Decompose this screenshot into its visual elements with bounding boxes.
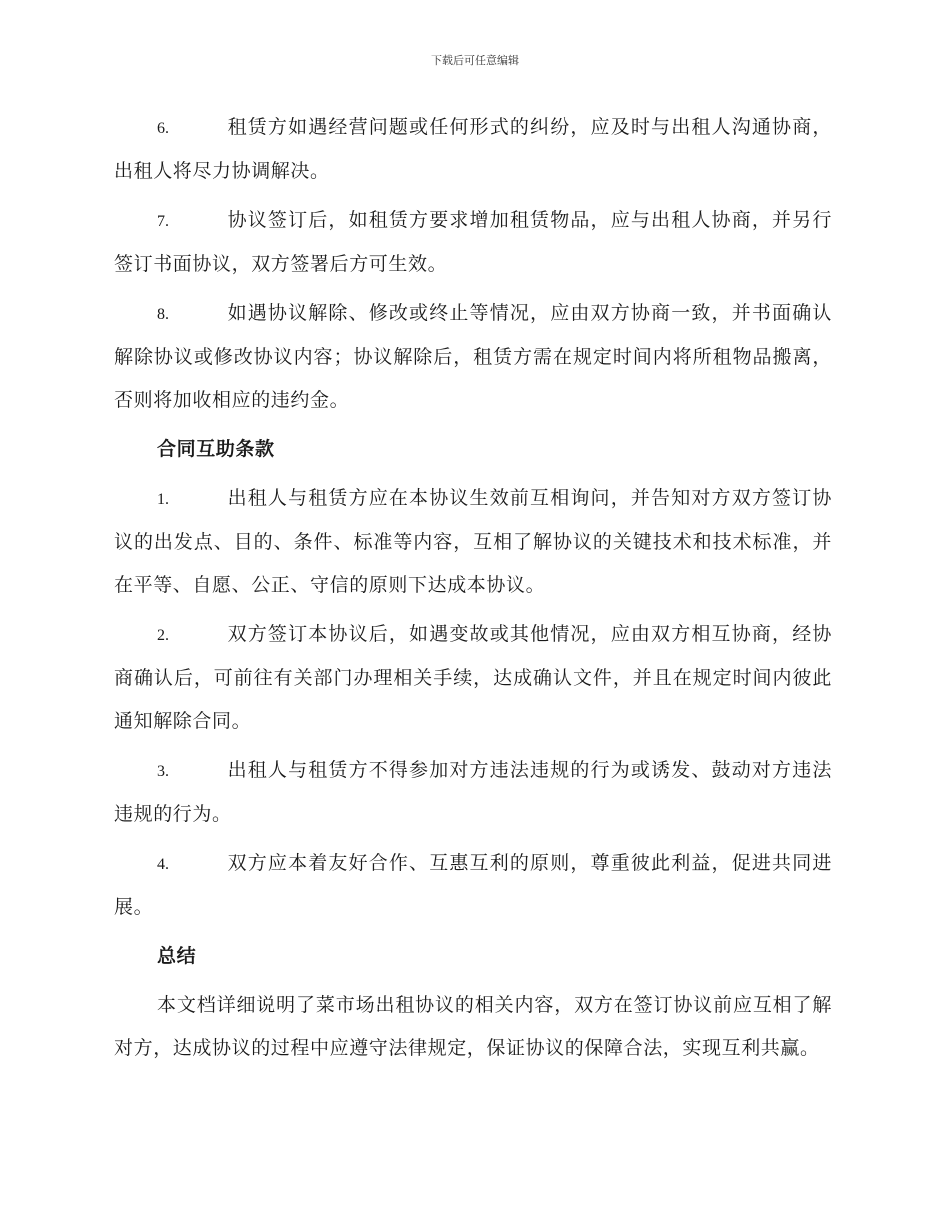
page-header: 下载后可任意编辑 [431, 54, 519, 67]
clause-item [114, 477, 832, 607]
clause-item [114, 199, 832, 286]
clause-text: 协议签订后，如租赁方要求增加租赁物品，应与出租人协商，并另行签订书面协议，双方签署后方可生效。 [114, 209, 832, 275]
clause-item [114, 106, 832, 193]
section-heading-summary: 总结 [157, 945, 197, 967]
clause-item [114, 292, 832, 422]
clause-number: 6. [157, 120, 169, 137]
clause-item [114, 842, 832, 929]
clause-item [114, 749, 832, 836]
clause-number: 2. [157, 627, 169, 644]
clause-number: 3. [157, 763, 169, 780]
clause-number: 7. [157, 213, 169, 230]
clause-item [114, 613, 832, 743]
clause-text: 出租人与租赁方不得参加对方违法违规的行为或诱发、鼓动对方违法违规的行为。 [114, 759, 832, 825]
clause-text: 双方应本着友好合作、互惠互利的原则，尊重彼此利益，促进共同进展。 [114, 852, 832, 918]
section-heading-mutual-aid: 合同互助条款 [157, 438, 275, 460]
summary-paragraph: 本文档详细说明了菜市场出租协议的相关内容，双方在签订协议前应互相了解对方，达成协议的过程中应遵守法律规定，保证协议的保障合法，实现互利共赢。 [114, 994, 832, 1059]
clause-number: 8. [157, 306, 169, 323]
clause-text: 如遇协议解除、修改或终止等情况，应由双方协商一致，并书面确认解除协议或修改协议内容；协议解除后，租赁方需在规定时间内将所租物品搬离，否则将加收相应的违约金。 [114, 302, 832, 411]
document-body [114, 106, 832, 1070]
clause-text: 租赁方如遇经营问题或任何形式的纠纷，应及时与出租人沟通协商，出租人将尽力协调解决。 [114, 116, 832, 182]
clause-text: 双方签订本协议后，如遇变故或其他情况，应由双方相互协商，经协商确认后，可前往有关部门办理相关手续，达成确认文件，并且在规定时间内彼此通知解除合同。 [114, 623, 832, 732]
clause-text: 出租人与租赁方应在本协议生效前互相询问，并告知对方双方签订协议的出发点、目的、条件、标准等内容，互相了解协议的关键技术和技术标准，并在平等、自愿、公正、守信的原则下达成本协议。 [114, 487, 832, 596]
clause-number: 1. [157, 491, 169, 508]
clause-number: 4. [157, 856, 169, 873]
